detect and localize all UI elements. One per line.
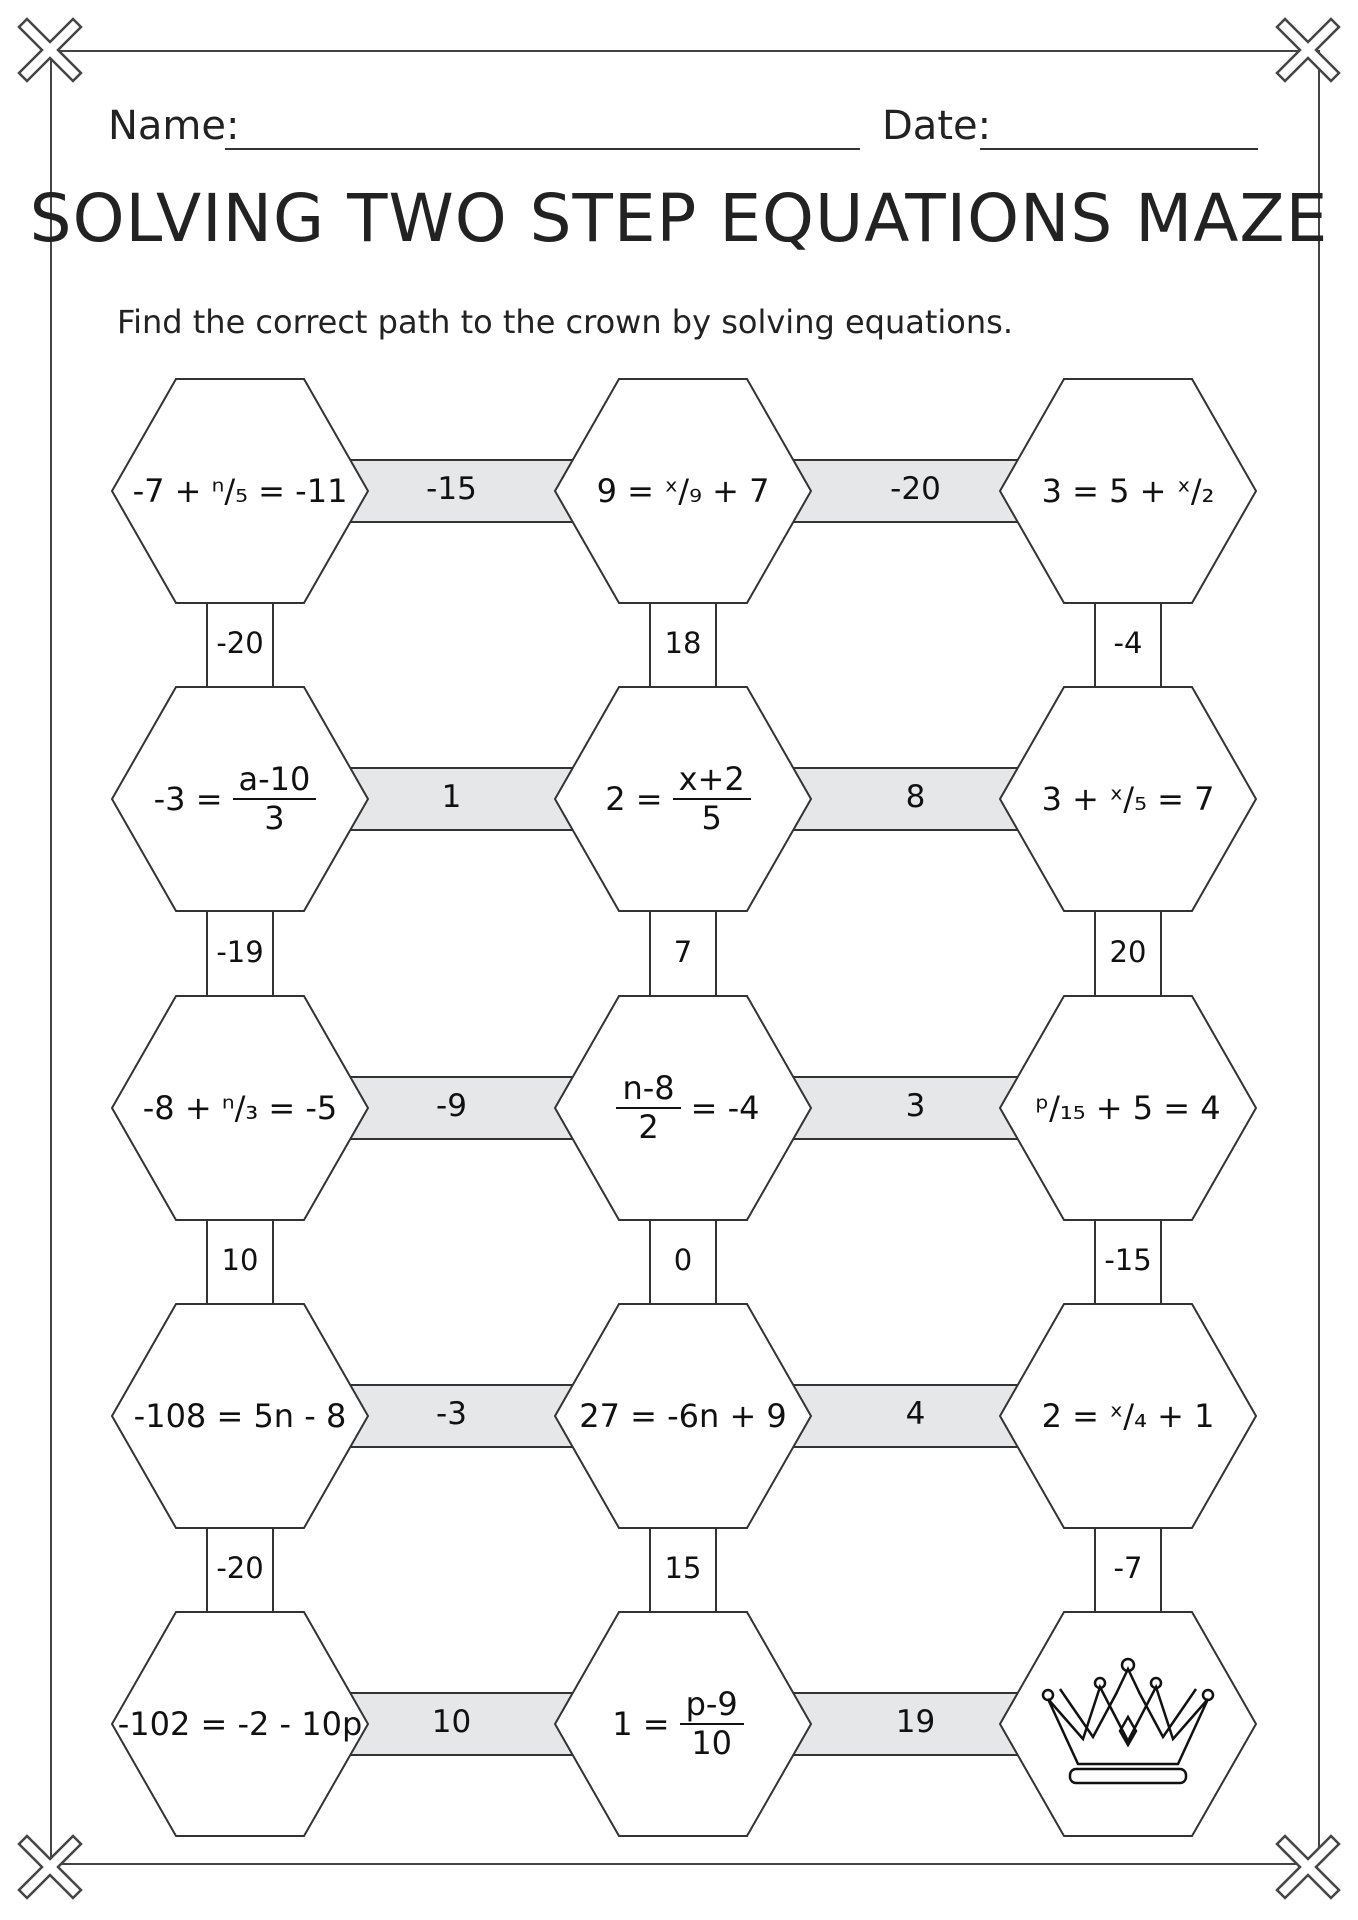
path-answer-vertical: -20	[216, 626, 264, 660]
equation-text: 2 = ˣ/₄ + 1	[1041, 1397, 1215, 1435]
equation-text: -7 + ⁿ/₅ = -11	[132, 472, 348, 510]
equation-text: 27 = -6n + 9	[579, 1397, 787, 1435]
path-answer-vertical: -15	[1104, 1243, 1152, 1277]
equation	[559, 687, 807, 911]
equation-text: -8 + ⁿ/₃ = -5	[142, 1089, 338, 1127]
fraction-denominator: 10	[691, 1724, 733, 1762]
equation-text: -102 = -2 - 10p	[117, 1705, 363, 1743]
path-answer-vertical: 7	[673, 934, 693, 969]
path-answer-horizontal: 4	[905, 1396, 926, 1432]
path-answer-horizontal: 1	[441, 779, 462, 815]
instructions: Find the correct path to the crown by solving equations.	[117, 303, 1013, 341]
equation-text: -3 =	[153, 780, 223, 818]
path-answer-horizontal: -20	[890, 471, 941, 507]
equation-text: 9 = ˣ/₉ + 7	[596, 472, 770, 510]
equation	[559, 996, 807, 1220]
path-answer-vertical: 20	[1109, 934, 1147, 969]
fraction	[233, 761, 317, 837]
path-answer-vertical: 15	[664, 1551, 702, 1585]
fraction-denominator: 5	[701, 799, 722, 837]
path-answer-horizontal: 8	[905, 779, 926, 815]
equation	[559, 379, 807, 603]
equation	[559, 1612, 807, 1836]
equation	[116, 687, 364, 911]
equation-text: 3 = 5 + ˣ/₂	[1041, 472, 1215, 510]
fraction-numerator: x+2	[673, 761, 751, 800]
path-answer-vertical: 10	[221, 1243, 259, 1277]
equation-text: 1 =	[612, 1705, 670, 1743]
equation-text: ᵖ/₁₅ + 5 = 4	[1035, 1089, 1221, 1127]
path-answer-horizontal: -9	[436, 1088, 467, 1124]
equation	[116, 996, 364, 1220]
path-answer-vertical: -19	[216, 934, 264, 969]
equation	[116, 1612, 364, 1836]
equation-text: 3 + ˣ/₅ = 7	[1041, 780, 1215, 818]
fraction-numerator: n-8	[616, 1070, 680, 1109]
equation	[1004, 687, 1252, 911]
path-answer-horizontal: 19	[895, 1704, 936, 1740]
fraction	[680, 1686, 744, 1762]
fraction-denominator: 2	[638, 1108, 659, 1146]
equation	[116, 379, 364, 603]
path-answer-vertical: -4	[1113, 626, 1143, 660]
goal-hexagon	[1000, 1612, 1256, 1836]
path-answer-vertical: -20	[216, 1551, 264, 1585]
equation	[1004, 1304, 1252, 1528]
path-answer-horizontal: -15	[426, 471, 477, 507]
equation-text: 2 =	[605, 780, 663, 818]
path-answer-vertical: 18	[664, 626, 702, 660]
equation	[116, 1304, 364, 1528]
equation	[1004, 379, 1252, 603]
page-title: SOLVING TWO STEP EQUATIONS MAZE	[29, 180, 1329, 257]
equation-text: -108 = 5n - 8	[133, 1397, 347, 1435]
path-answer-vertical: 0	[673, 1243, 693, 1277]
path-answer-horizontal: 3	[905, 1088, 926, 1124]
fraction-numerator: p-9	[680, 1686, 744, 1725]
equation	[1004, 996, 1252, 1220]
path-answer-horizontal: -3	[436, 1396, 467, 1432]
fraction-denominator: 3	[264, 799, 285, 837]
equation-text: = -4	[690, 1089, 760, 1127]
name-label: Name:	[108, 103, 240, 149]
equation	[559, 1304, 807, 1528]
path-answer-horizontal: 10	[431, 1704, 472, 1740]
date-label: Date:	[882, 103, 992, 149]
path-answer-vertical: -7	[1113, 1551, 1143, 1585]
fraction	[673, 761, 751, 837]
fraction	[616, 1070, 680, 1146]
fraction-numerator: a-10	[233, 761, 317, 800]
